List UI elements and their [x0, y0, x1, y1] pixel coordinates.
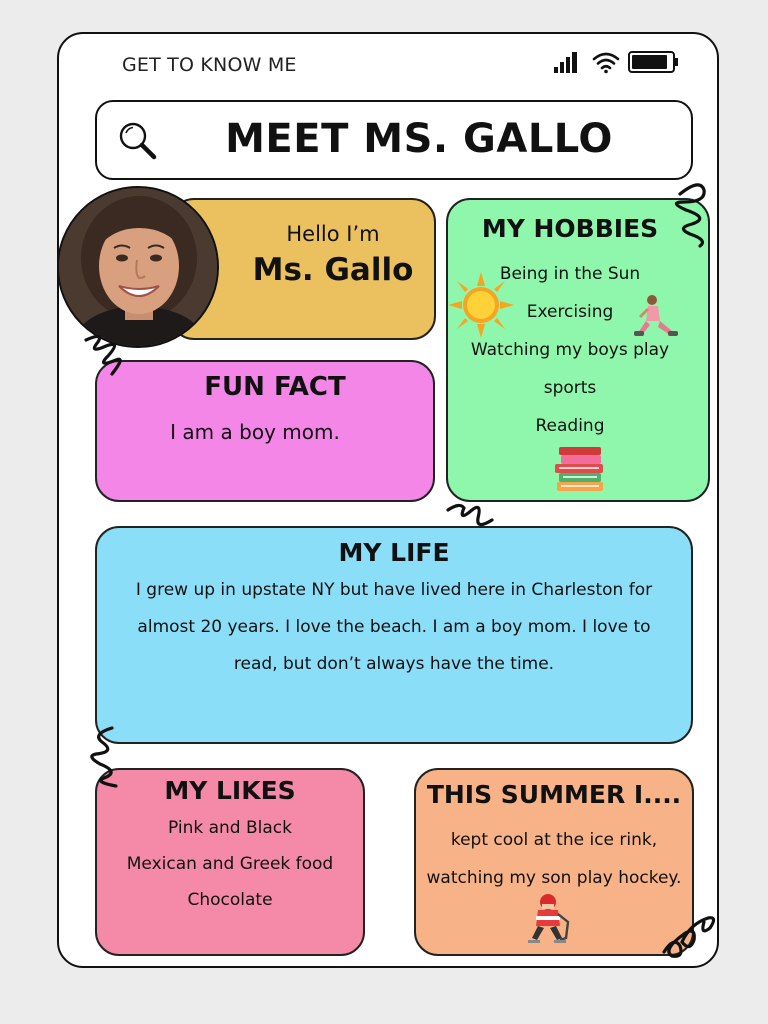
hello-name: Ms. Gallo: [252, 252, 414, 288]
hello-greeting: Hello I’m: [286, 222, 380, 246]
like-item: Mexican and Greek food: [126, 854, 334, 874]
my-life-text: [119, 572, 669, 683]
hobby-item: Reading: [535, 416, 605, 436]
squiggle-decoration: [82, 332, 130, 378]
hobby-item: Exercising: [526, 302, 614, 322]
avatar: [57, 186, 219, 348]
hobby-item: Being in the Sun: [499, 264, 641, 284]
my-life-card: [95, 526, 693, 744]
squiggle-decoration: [86, 724, 132, 788]
my-likes-card: [95, 768, 365, 956]
wifi-icon: [594, 54, 618, 73]
like-item: Chocolate: [187, 890, 273, 910]
squiggle-decoration: [442, 500, 498, 536]
search-bar[interactable]: [95, 100, 693, 180]
my-likes-heading: MY LIKES: [164, 776, 296, 805]
this-summer-heading: THIS SUMMER I....: [426, 780, 682, 809]
squiggle-decoration: [670, 180, 714, 248]
my-life-line: read, but don’t always have the time.: [233, 654, 555, 674]
sun-icon: [448, 272, 514, 338]
hockey-player-icon: [522, 892, 572, 948]
my-life-line: almost 20 years. I love the beach. I am a boy mom. I love to: [137, 617, 651, 637]
my-life-heading: MY LIFE: [338, 538, 450, 567]
books-icon: [553, 446, 607, 494]
summer-line: kept cool at the ice rink,: [450, 830, 658, 850]
signal-icon: [554, 52, 577, 73]
squiggle-decoration: [660, 906, 718, 962]
exercise-icon: [632, 293, 680, 343]
hobbies-heading: MY HOBBIES: [481, 214, 659, 243]
my-life-line: I grew up in upstate NY but have lived here in Charleston for: [135, 580, 653, 600]
fun-fact-text: I am a boy mom.: [170, 420, 340, 444]
status-bar-title: GET TO KNOW ME: [122, 54, 297, 76]
summer-line: watching my son play hockey.: [426, 868, 682, 888]
avatar-portrait: [59, 188, 219, 348]
battery-icon: [629, 52, 678, 72]
hobby-item: Watching my boys play: [470, 340, 670, 360]
page-title: MEET MS. GALLO: [225, 116, 613, 162]
status-icons: [554, 48, 684, 76]
fun-fact-card: [95, 360, 435, 502]
hobby-item: sports: [543, 378, 597, 398]
like-item: Pink and Black: [167, 818, 292, 838]
fun-fact-heading: FUN FACT: [204, 372, 346, 402]
